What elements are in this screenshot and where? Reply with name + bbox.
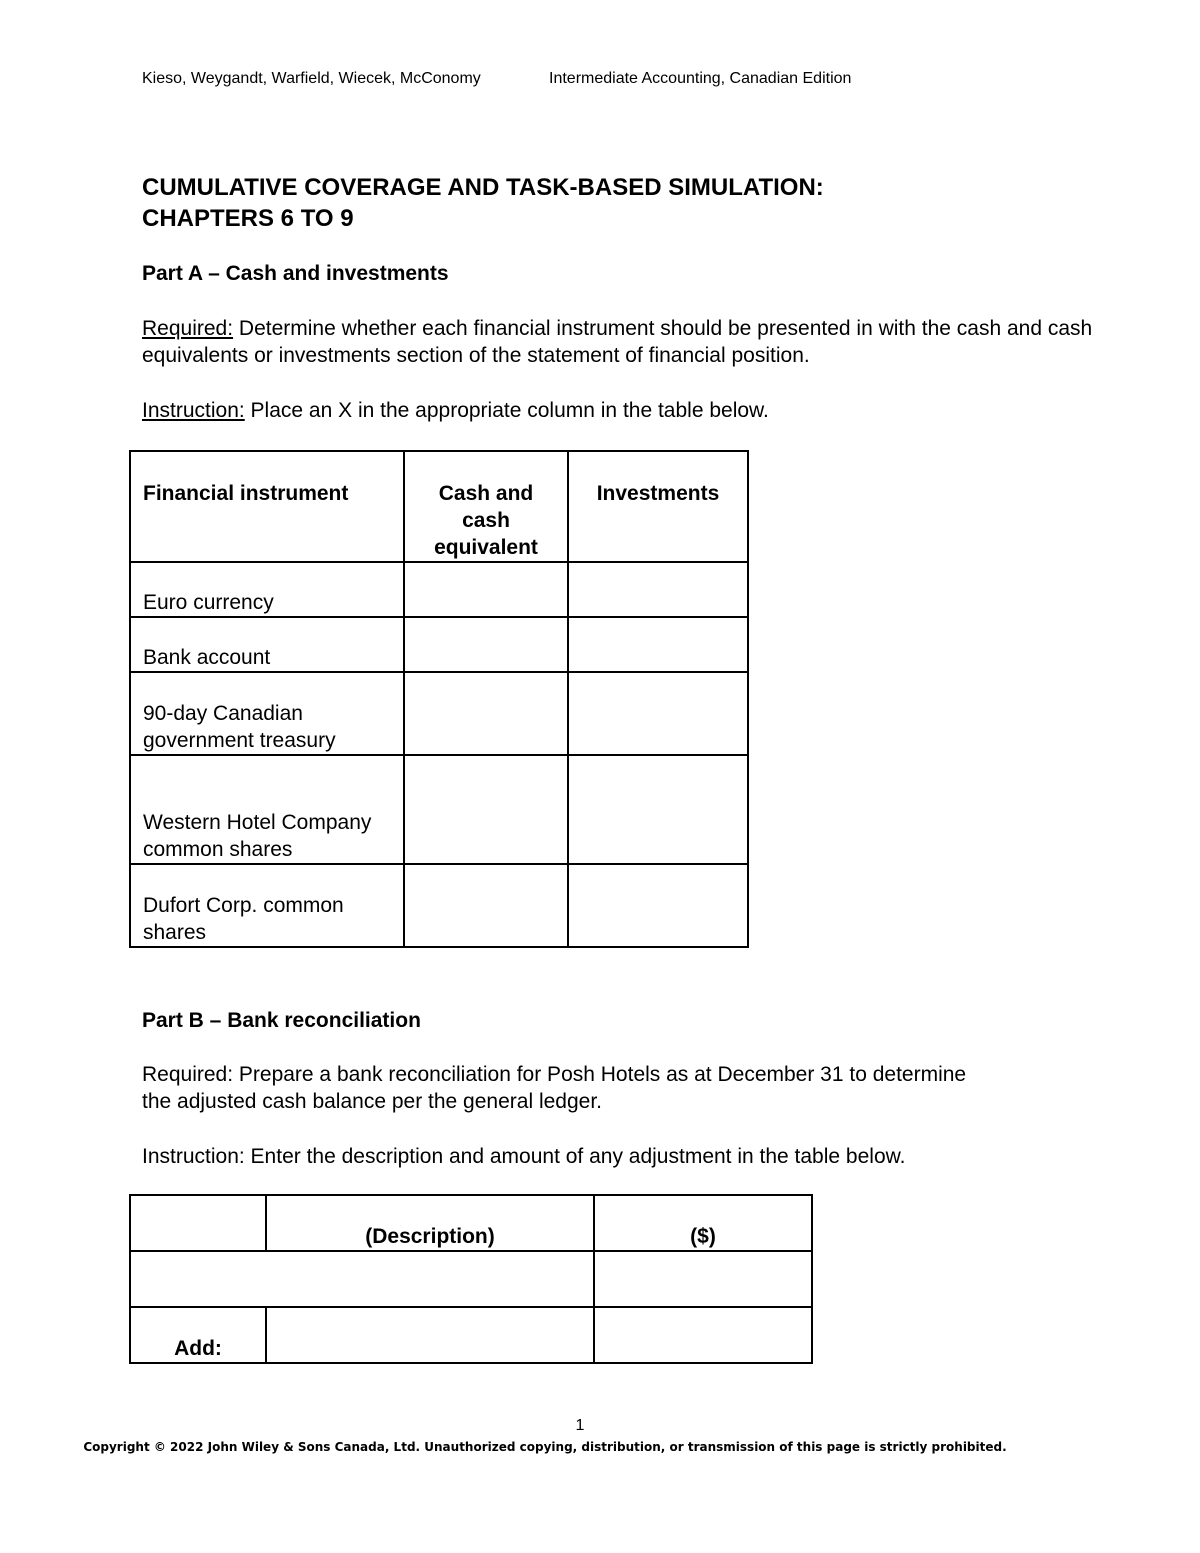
instrument-name: Western Hotel Company common shares [130, 755, 404, 864]
instrument-name: 90-day Canadian government treasury [130, 672, 404, 755]
cash-cell[interactable] [404, 562, 568, 617]
required-text: Determine whether each financial instrument should be presented in with the cash and cash equivalents or investments section of the statement of financial position. [142, 317, 1093, 367]
part-b-required: Required: Prepare a bank reconciliation for Posh Hotels as at December 31 to determine the adjusted cash balance per the general ledger. [142, 1063, 967, 1113]
page-title [142, 172, 824, 234]
add-label: Add: [130, 1307, 266, 1363]
table-row [130, 864, 748, 947]
cash-cell[interactable] [404, 672, 568, 755]
col-cash-equivalent: Cash and cash equivalent [404, 451, 568, 562]
cash-cell[interactable] [404, 617, 568, 672]
col-amount: ($) [594, 1195, 812, 1251]
investments-cell[interactable] [568, 617, 748, 672]
header-book-title: Intermediate Accounting, Canadian Edition [549, 70, 852, 87]
required-label: Required: [142, 317, 234, 340]
table-header-row [130, 1195, 812, 1251]
col-financial-instrument: Financial instrument [130, 451, 404, 562]
title-line-2: CHAPTERS 6 TO 9 [142, 205, 354, 232]
instruction-label: Instruction: [142, 399, 245, 422]
balance-description-cell[interactable] [130, 1251, 594, 1307]
part-a-required [142, 315, 1102, 369]
cash-cell[interactable] [404, 755, 568, 864]
part-a-instruction [142, 397, 1102, 424]
investments-cell[interactable] [568, 562, 748, 617]
table-row [130, 1307, 812, 1363]
copyright-notice: Copyright © 2022 John Wiley & Sons Canada, Ltd. Unauthorized copying, distribution, or transmission of this page is strictly prohibited. [83, 1440, 1007, 1454]
table-row [130, 672, 748, 755]
table-row [130, 1251, 812, 1307]
bank-reconciliation-table [129, 1194, 813, 1364]
cash-cell[interactable] [404, 864, 568, 947]
part-a-heading: Part A – Cash and investments [142, 262, 449, 285]
description-cell[interactable] [266, 1307, 594, 1363]
table-row [130, 562, 748, 617]
financial-instrument-table [129, 450, 749, 948]
instrument-name: Dufort Corp. common shares [130, 864, 404, 947]
col-description: (Description) [266, 1195, 594, 1251]
part-b-instruction: Instruction: Enter the description and amount of any adjustment in the table below. [142, 1145, 906, 1168]
instrument-name: Bank account [130, 617, 404, 672]
label-cell [130, 1195, 266, 1251]
table-header-row [130, 451, 748, 562]
table-row [130, 617, 748, 672]
instruction-text: Place an X in the appropriate column in the table below. [244, 399, 769, 422]
amount-cell[interactable] [594, 1251, 812, 1307]
header-authors: Kieso, Weygandt, Warfield, Wiecek, McConomy [142, 70, 481, 87]
instrument-name: Euro currency [130, 562, 404, 617]
title-line-1: CUMULATIVE COVERAGE AND TASK-BASED SIMULATION: [142, 174, 824, 201]
page-number: 1 [575, 1417, 585, 1434]
investments-cell[interactable] [568, 755, 748, 864]
table-row [130, 755, 748, 864]
investments-cell[interactable] [568, 672, 748, 755]
col-investments: Investments [568, 451, 748, 562]
part-b-heading: Part B – Bank reconciliation [142, 1009, 421, 1032]
investments-cell[interactable] [568, 864, 748, 947]
amount-cell[interactable] [594, 1307, 812, 1363]
